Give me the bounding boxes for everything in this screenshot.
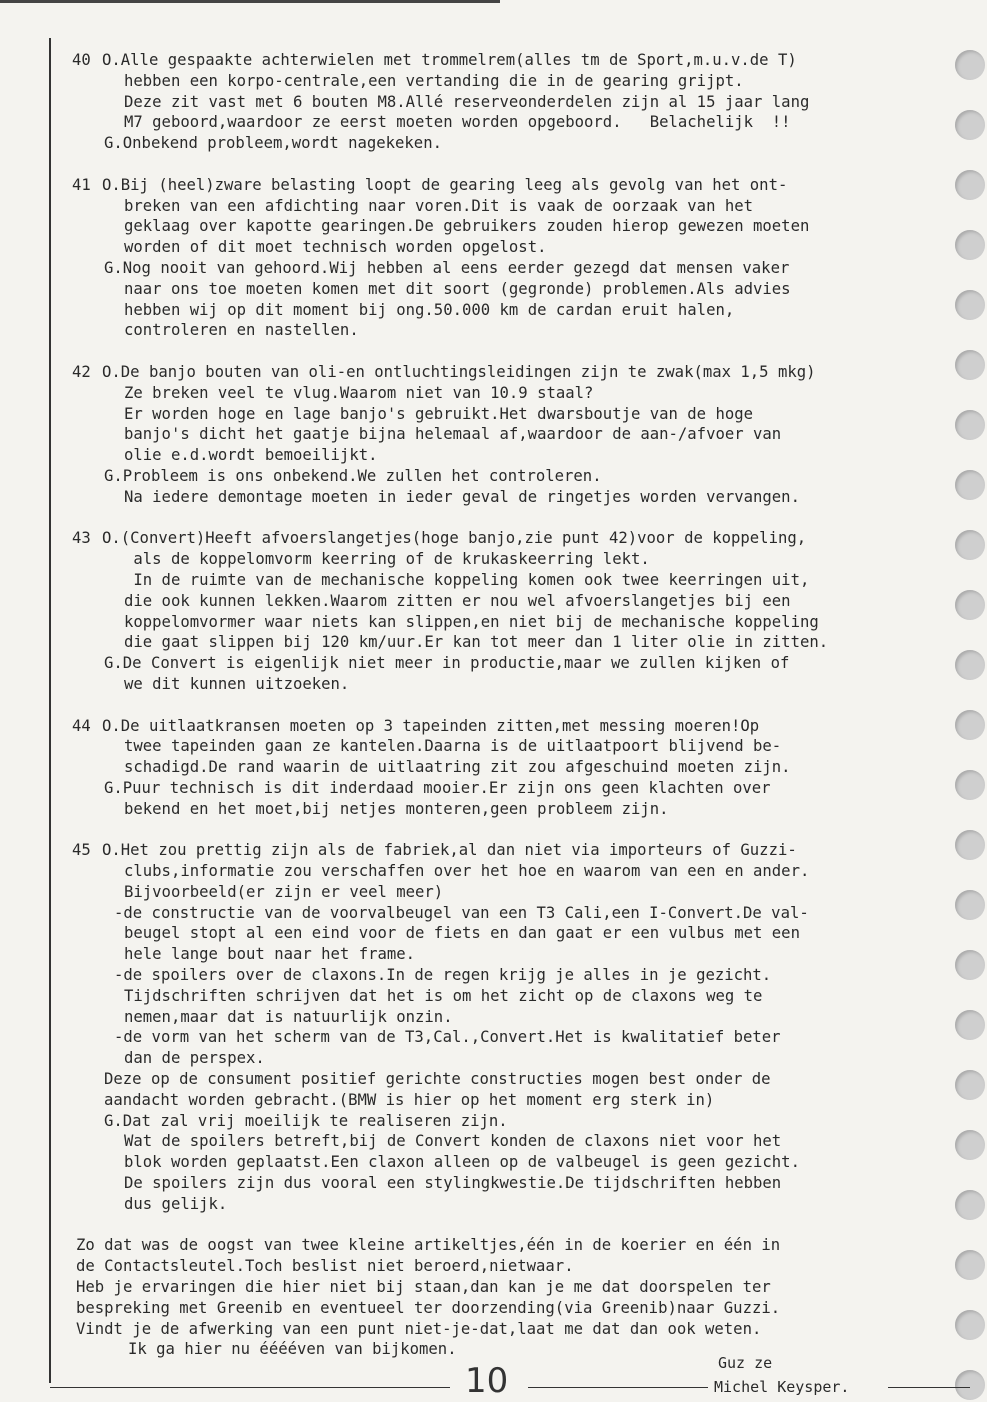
text-line: G.Nog nooit van gehoord.Wij hebben al eens eerder gezegd dat mensen vaker: [104, 258, 790, 277]
text-line: hebben wij op dit moment bij ong.50.000 km de cardan eruit halen,: [124, 300, 735, 319]
text-line: nemen,maar dat is natuurlijk onzin.: [124, 1007, 453, 1026]
text-line: G.Probleem is ons onbekend.We zullen het controleren.: [104, 466, 602, 485]
text-line: Er worden hoge en lage banjo's gebruikt.Het dwarsboutje van de hoge: [124, 404, 754, 423]
item-41: [72, 175, 932, 341]
footer-rule-middle: [528, 1387, 708, 1388]
text-line: bekend en het moet,bij netjes monteren,geen probleem zijn.: [124, 799, 669, 818]
text-line: naar ons toe moeten komen met dit soort (gegronde) problemen.Als advies: [124, 279, 791, 298]
text-line: blok worden geplaatst.Een claxon alleen op de valbeugel is geen gezicht.: [124, 1153, 800, 1172]
closing-line: de Contactsleutel.Toch beslist niet beroerd,nietwaar.: [76, 1257, 574, 1276]
text-line: De spoilers zijn dus vooral een stylingkwestie.De tijdschriften hebben: [124, 1174, 782, 1193]
text-line: beugel stopt al een eind voor de fiets en dan gaat er een vulbus met een: [124, 924, 800, 943]
binder-hole: [955, 890, 985, 920]
text-line: G.Onbekend probleem,wordt nagekeken.: [104, 134, 442, 153]
text-line: die gaat slippen bij 120 km/uur.Er kan tot meer dan 1 liter olie in zitten.: [124, 633, 829, 652]
text-line: schadigd.De rand waarin de uitlaatring zit zou afgeschuind moeten zijn.: [124, 758, 791, 777]
text-line: G.Dat zal vrij moeilijk te realiseren zijn.: [104, 1111, 508, 1130]
text-line: O.De uitlaatkransen moeten op 3 tapeinden zitten,met messing moeren!Op: [102, 716, 760, 735]
binder-hole: [955, 590, 985, 620]
binder-hole: [955, 470, 985, 500]
closing-line: Ik ga hier nu ééééven van bijkomen.: [128, 1340, 457, 1359]
binder-hole: [955, 710, 985, 740]
item-number: 44: [72, 716, 91, 735]
binder-holes: [949, 0, 985, 1402]
binder-hole: [955, 50, 985, 80]
closing-paragraph: [72, 1235, 932, 1360]
text-line: Na iedere demontage moeten in ieder geval de ringetjes worden vervangen.: [124, 487, 800, 506]
text-line: breken van een afdichting naar voren.Dit is vaak de oorzaak van het: [124, 196, 754, 215]
binder-hole: [955, 1070, 985, 1100]
text-line: clubs,informatie zou verschaffen over het hoe en waarom van een en ander.: [124, 862, 810, 881]
text-line: G.De Convert is eigenlijk niet meer in productie,maar we zullen kijken of: [104, 654, 790, 673]
binder-hole: [955, 230, 985, 260]
item-number: 40: [72, 51, 91, 69]
text-line: Ze breken veel te vlug.Waarom niet van 10.9 staal?: [124, 383, 594, 402]
text-line: Deze zit vast met 6 bouten M8.Allé reserveonderdelen zijn al 15 jaar lang: [124, 92, 810, 111]
closing-line: Heb je ervaringen die hier niet bij staan,dan kan je me dat doorspelen ter: [76, 1278, 771, 1297]
item-43: [72, 528, 932, 694]
item-number: 43: [72, 529, 91, 548]
page-footer: [50, 1354, 970, 1401]
text-line: In de ruimte van de mechanische koppeling komen ook twee keerringen uit,: [124, 570, 810, 589]
text-line: hele lange bout naar het frame.: [124, 945, 416, 964]
binder-hole: [955, 950, 985, 980]
text-line: koppelomvormer waar niets kan slippen,en niet bij de mechanische koppeling: [124, 612, 819, 631]
text-line: O.De banjo bouten van oli-en ontluchtingsleidingen zijn te zwak(max 1,5 mkg): [102, 362, 816, 381]
item-45: [72, 840, 932, 1214]
closing-line: Vindt je de afwerking van een punt niet-je-dat,laat me dat dan ook weten.: [76, 1319, 762, 1338]
text-line: banjo's dicht het gaatje bijna helemaal af,waardoor de aan-/afvoer van: [124, 425, 782, 444]
text-line: hebben een korpo-centrale,een vertanding die in de gearing grijpt.: [124, 71, 744, 90]
text-line: die ook kunnen lekken.Waarom zitten er nou wel afvoerslangetjes bij een: [124, 591, 791, 610]
text-line: Bijvoorbeeld(er zijn er veel meer): [124, 882, 444, 901]
binder-hole: [955, 1010, 985, 1040]
footer-rule-right: [888, 1387, 970, 1388]
text-line: dus gelijk.: [124, 1194, 228, 1213]
text-line: G.Puur technisch is dit inderdaad mooier.Er zijn ons geen klachten over: [104, 778, 771, 797]
binder-hole: [955, 830, 985, 860]
page-top-edge: [0, 0, 500, 3]
signature-greeting: Guz ze: [718, 1354, 773, 1372]
text-line: controleren en nastellen.: [124, 321, 359, 340]
binder-hole: [955, 1310, 985, 1340]
binder-hole: [955, 650, 985, 680]
item-42: [72, 362, 932, 508]
text-line: Deze op de consument positief gerichte constructies mogen best onder de: [104, 1070, 771, 1089]
text-line: olie e.d.wordt bemoeilijkt.: [124, 446, 378, 465]
text-line: Tijdschriften schrijven dat het is om het zicht op de claxons weg te: [124, 986, 763, 1005]
text-line: -de constructie van de voorvalbeugel van een T3 Cali,een I-Convert.De val-: [114, 903, 809, 922]
text-line: -de spoilers over de claxons.In de regen krijg je alles in je gezicht.: [114, 966, 772, 985]
text-line: geklaag over kapotte gearingen.De gebruikers zouden hierop gewezen moeten: [124, 217, 810, 236]
item-number: 42: [72, 362, 91, 381]
binder-hole: [955, 350, 985, 380]
text-line: O.Bij (heel)zware belasting loopt de gearing leeg als gevolg van het ont-: [102, 175, 788, 194]
binder-hole: [955, 410, 985, 440]
text-line: twee tapeinden gaan ze kantelen.Daarna is de uitlaatpoort blijvend be-: [124, 737, 782, 756]
page-number: 10: [465, 1361, 509, 1401]
binder-hole: [955, 1190, 985, 1220]
item-number: 45: [72, 841, 91, 860]
text-line: O.Het zou prettig zijn als de fabriek,al dan niet via importeurs of Guzzi-: [102, 841, 797, 860]
item-44: [72, 716, 932, 820]
text-line: aandacht worden gebracht.(BMW is hier op het moment erg sterk in): [104, 1090, 715, 1109]
text-line: we dit kunnen uitzoeken.: [124, 674, 350, 693]
binder-hole: [955, 110, 985, 140]
binder-hole: [955, 1130, 985, 1160]
text-line: -de vorm van het scherm van de T3,Cal.,Convert.Het is kwalitatief beter: [114, 1028, 781, 1047]
item-number: 41: [72, 175, 91, 194]
binder-hole: [955, 530, 985, 560]
text-line: Wat de spoilers betreft,bij de Convert konden de claxons niet voor het: [124, 1132, 782, 1151]
footer-rule-left: [50, 1387, 450, 1388]
margin-rule: [49, 38, 51, 1383]
text-line: als de koppelomvorm keerring of de krukaskeerring lekt.: [124, 550, 650, 569]
binder-hole: [955, 170, 985, 200]
binder-hole: [955, 290, 985, 320]
document-body: [72, 50, 932, 1360]
closing-line: Zo dat was de oogst van twee kleine artikeltjes,één in de koerier en één in: [76, 1236, 781, 1255]
text-line: dan de perspex.: [124, 1049, 265, 1068]
signature-name: Michel Keysper.: [714, 1378, 850, 1396]
closing-line: bespreking met Greenib en eventueel ter doorzending(via Greenib)naar Guzzi.: [76, 1298, 781, 1317]
item-40: [72, 50, 932, 154]
text-line: worden of dit moet technisch worden opgelost.: [124, 238, 547, 257]
binder-hole: [955, 770, 985, 800]
text-line: O.Alle gespaakte achterwielen met trommelrem(alles tm de Sport,m.u.v.de T): [102, 51, 797, 69]
text-line: O.(Convert)Heeft afvoerslangetjes(hoge banjo,zie punt 42)voor de koppeling,: [102, 529, 807, 548]
text-line: M7 geboord,waardoor ze eerst moeten worden opgeboord. Belachelijk !!: [124, 113, 791, 132]
binder-hole: [955, 1250, 985, 1280]
